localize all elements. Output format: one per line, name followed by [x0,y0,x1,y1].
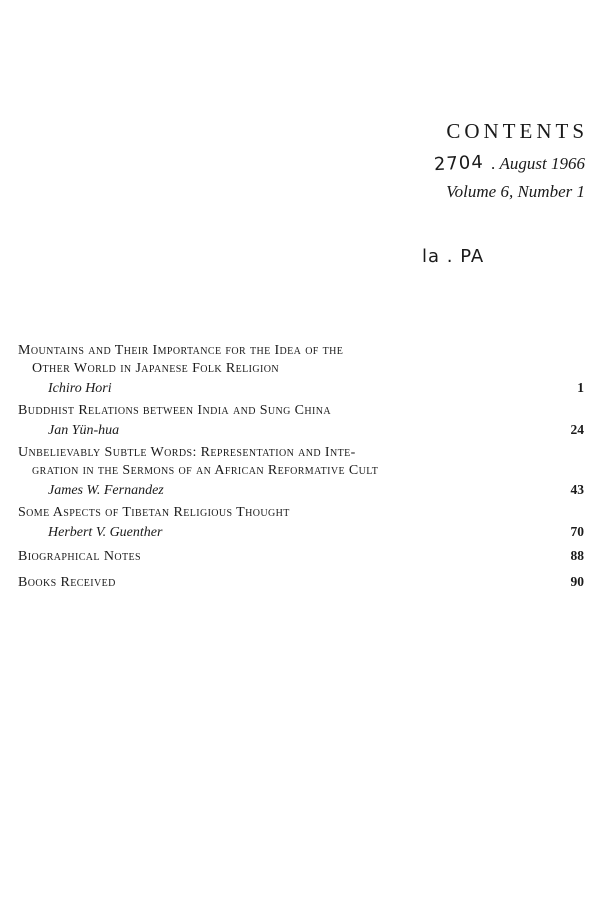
toc-entry-fernandez[interactable] [18,444,584,500]
entry-author-row [18,522,584,542]
entry-page-number: 43 [570,482,584,497]
entry-row [18,572,584,592]
toc-entry-hori[interactable] [18,342,584,398]
entry-title-line: Mountains and Their Importance for the Idea of the [18,343,344,358]
contents-header [325,116,588,204]
contents-title: CONTENTS [446,119,588,143]
entry-author: Ichiro Hori [48,381,112,396]
toc-entry-biographical-notes[interactable] [18,546,584,566]
entry-author-row [18,480,584,500]
entry-title: Biographical Notes [18,549,141,564]
entry-author: James W. Fernandez [48,483,164,498]
entry-page-number: 88 [570,548,584,563]
entry-author: Herbert V. Guenther [48,525,163,540]
entry-page-number: 70 [570,524,584,539]
entry-author-row [18,378,584,398]
volume-number: Volume 6, Number 1 [446,182,585,201]
entry-title-line: Other World in Japanese Folk Religion [32,361,280,376]
entry-page-number: 24 [570,422,584,437]
entry-page-number: 1 [577,380,584,395]
entry-author: Jan Yün-hua [48,423,120,438]
entry-row [18,546,584,566]
handwritten-code: 2704 [432,151,484,176]
handwritten-mark: la . PA [422,246,485,267]
entry-title-line: Buddhist Relations between India and Sung China [18,403,332,418]
toc-entry-books-received[interactable] [18,572,584,592]
toc-entry-jan[interactable] [18,402,584,440]
issue-date-line [325,152,585,176]
toc-entry-guenther[interactable] [18,504,584,542]
entry-title-line: Some Aspects of Tibetan Religious Thought [18,505,290,520]
entry-title: Books Received [18,575,116,590]
entry-title-line: Unbelievably Subtle Words: Representation and Inte- [18,445,356,460]
entry-title-line: gration in the Sermons of an African Reformative Cult [32,463,379,478]
issue-date: . August 1966 [491,154,585,173]
table-of-contents [18,342,584,598]
entry-author-row [18,420,584,440]
entry-page-number: 90 [570,574,584,589]
